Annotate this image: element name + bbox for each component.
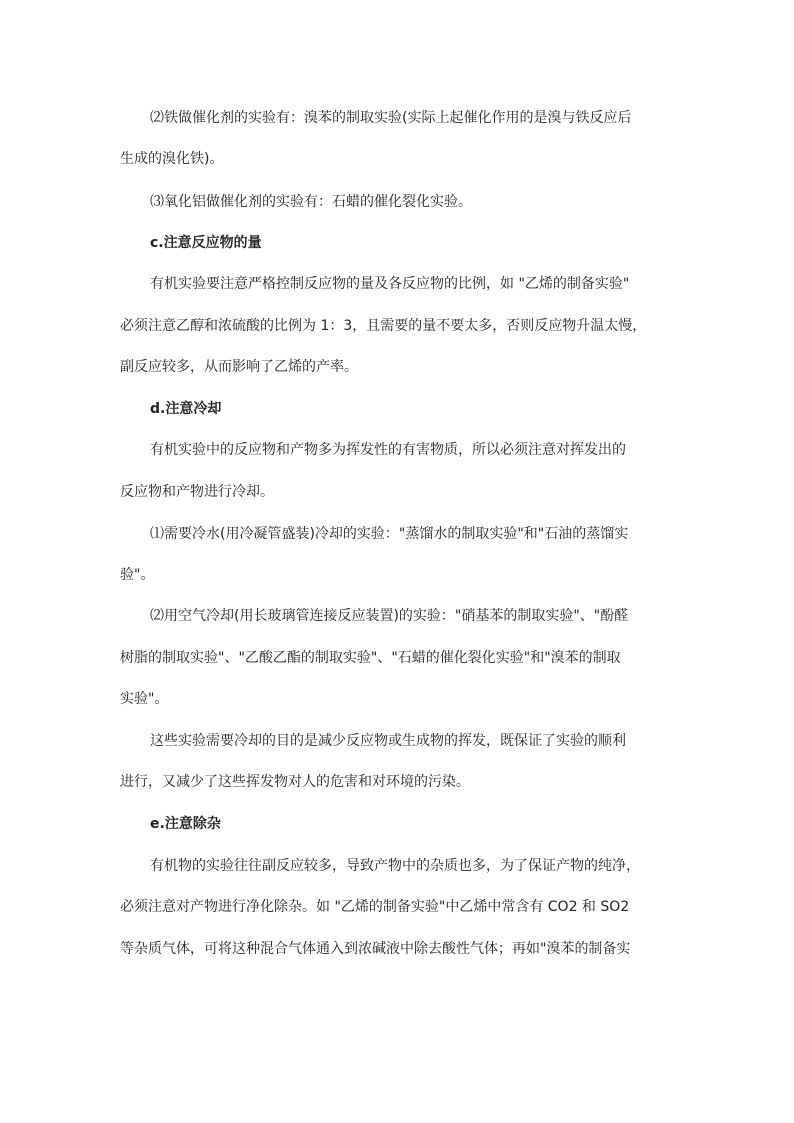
paragraph-line: 实验"。 — [120, 691, 169, 707]
paragraph-line: ⑶氧化铝做催化剂的实验有：石蜡的催化裂化实验。 — [150, 194, 472, 210]
paragraph-line: ⑵铁做催化剂的实验有：溴苯的制取实验(实际上起催化作用的是溴与铁反应后 — [150, 110, 632, 126]
section-heading-d: d.注意冷却 — [150, 401, 222, 417]
paragraph-line: 验"。 — [120, 567, 155, 583]
paragraph-line: 等杂质气体，可将这种混合气体通入到浓碱液中除去酸性气体；再如"溴苯的制备实 — [120, 941, 631, 957]
paragraph-line: 副反应较多，从而影响了乙烯的产率。 — [120, 359, 358, 375]
paragraph-line: ⑴需要冷水(用冷凝管盛装)冷却的实验："蒸馏水的制取实验"和"石油的蒸馏实 — [150, 526, 629, 542]
paragraph-line: 有机物的实验往往副反应较多，导致产物中的杂质也多，为了保证产物的纯净， — [150, 858, 640, 874]
paragraph-line: 有机实验要注意严格控制反应物的量及各反应物的比例，如 "乙烯的制备实验" — [150, 276, 630, 292]
paragraph-line: 生成的溴化铁)。 — [120, 151, 224, 167]
section-heading-e: e.注意除杂 — [150, 816, 221, 832]
paragraph-line: ⑵用空气冷却(用长玻璃管连接反应装置)的实验："硝基苯的制取实验"、"酚醛 — [150, 608, 629, 624]
paragraph-line: 必须注意乙醇和浓硫酸的比例为 1：3，且需要的量不要太多，否则反应物升温太慢， — [120, 318, 647, 334]
paragraph-line: 反应物和产物进行冷却。 — [120, 484, 274, 500]
paragraph-line: 这些实验需要冷却的目的是减少反应物或生成物的挥发，既保证了实验的顺利 — [150, 733, 626, 749]
paragraph-line: 必须注意对产物进行净化除杂。如 "乙烯的制备实验"中乙烯中常含有 CO2 和 SO2 — [120, 899, 630, 915]
section-heading-c: c.注意反应物的量 — [150, 235, 262, 251]
paragraph-line: 进行，又减少了这些挥发物对人的危害和对环境的污染。 — [120, 774, 470, 790]
paragraph-line: 有机实验中的反应物和产物多为挥发性的有害物质，所以必须注意对挥发出的 — [150, 442, 626, 458]
paragraph-line: 树脂的制取实验"、"乙酸乙酯的制取实验"、"石蜡的催化裂化实验"和"溴苯的制取 — [120, 650, 621, 666]
